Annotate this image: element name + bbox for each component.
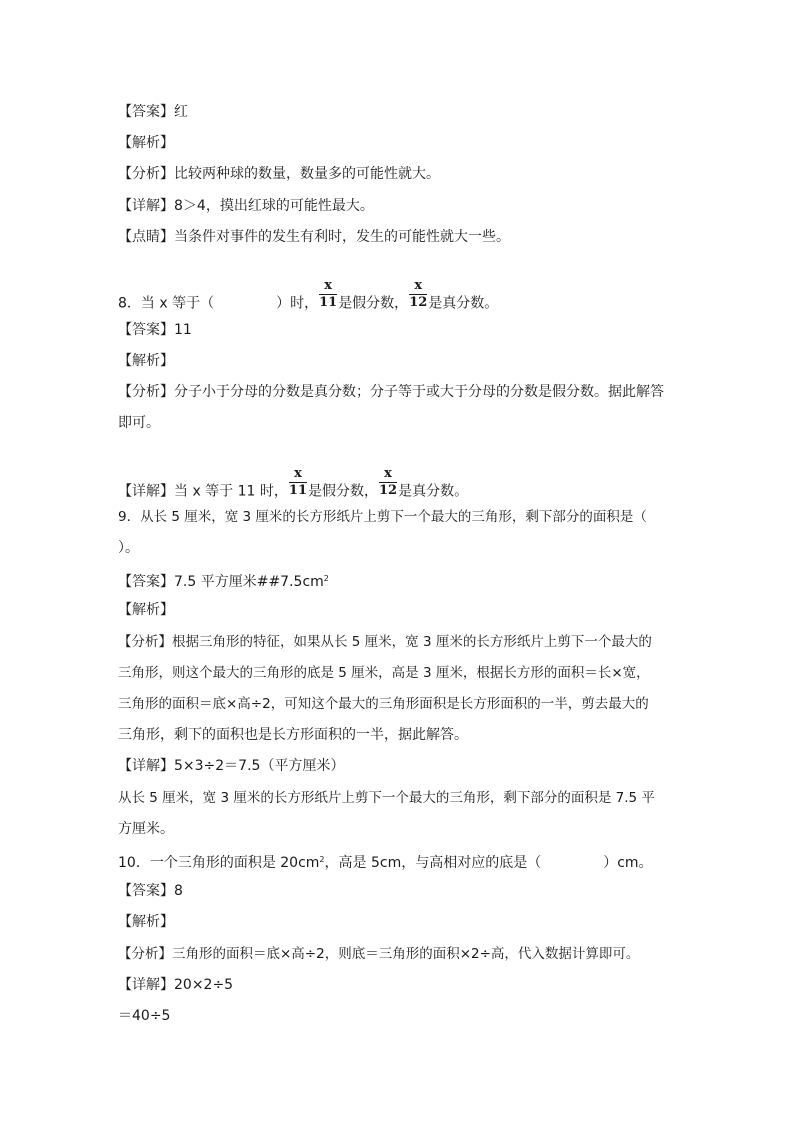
xiangjie-prefix: 当 x 等于 11 时，: [174, 483, 288, 500]
dianjing-text: 当条件对事件的发生有利时，发生的可能性就大一些。: [174, 229, 510, 245]
answer-text: 红: [174, 104, 188, 120]
question-prefix: 8．当 x 等于（: [118, 295, 215, 312]
xiangjie-text: 5×3÷2＝7.5（平方厘米）: [174, 758, 345, 774]
fraction-denominator: 11: [319, 295, 338, 310]
q8-fenxi-cont: [118, 413, 678, 433]
fenxi-tag: 【分析】: [118, 166, 174, 182]
fenxi-text: 根据三角形的特征，如果从长 5 厘米，宽 3 厘米的长方形纸片上剪下一个最大的: [172, 634, 652, 650]
xiangjie-text: 8＞4，摸出红球的可能性最大。: [174, 198, 374, 214]
q10-analysis-heading: [118, 912, 678, 932]
q10-xiangjie: [118, 975, 678, 995]
answer-text: 8: [174, 883, 183, 899]
fraction-denominator: 11: [288, 483, 307, 498]
fraction-numerator: x: [319, 278, 337, 295]
answer-text: 7.5 平方厘米##7.5cm: [174, 574, 324, 590]
xiangjie-tag: 【详解】: [118, 198, 174, 214]
fenxi-text-cont: 三角形，剩下的面积也是长方形面积的一半，据此解答。: [118, 727, 468, 743]
q9-answer: [118, 569, 678, 592]
q9-conclusion: [118, 788, 678, 808]
superscript: 2: [319, 855, 325, 864]
answer-tag: 【答案】: [118, 574, 174, 590]
conclusion-text-cont: 方厘米。: [118, 821, 174, 837]
xiangjie-tag: 【详解】: [118, 758, 174, 774]
fraction-x-over-11: [319, 278, 337, 311]
q9-question-cont: [118, 538, 678, 558]
answer-tag: 【答案】: [118, 104, 174, 120]
fraction-numerator: x: [379, 466, 397, 483]
xiangjie-tag: 【详解】: [118, 977, 174, 993]
q10-answer: [118, 881, 678, 901]
answer-tag: 【答案】: [118, 322, 174, 338]
analysis-tag: 【解析】: [118, 135, 174, 151]
question-mid: ）时，: [276, 295, 319, 312]
dianjing-tag: 【点睛】: [118, 229, 174, 245]
fenxi-text: 比较两种球的数量，数量多的可能性就大。: [174, 166, 440, 182]
q9-xiangjie: [118, 756, 678, 776]
q9-fenxi: [118, 632, 678, 652]
fenxi-text-cont: 三角形的面积＝底×高÷2，可知这个最大的三角形面积是长方形面积的一半，剪去最大的: [118, 696, 649, 712]
fenxi-tag: 【分析】: [118, 946, 172, 962]
q8-analysis-heading: [118, 351, 678, 371]
question-mid2: 是假分数，: [338, 295, 409, 312]
xiangjie-mid: 是假分数，: [308, 483, 378, 500]
q7-dianjing: [118, 227, 678, 247]
fraction-numerator: x: [409, 278, 427, 295]
fenxi-text-cont: 三角形，则这个最大的三角形的底是 5 厘米，高是 3 厘米，根据长方形的面积＝长×宽，: [118, 665, 650, 681]
q9-conclusion-cont: [118, 819, 678, 839]
analysis-tag: 【解析】: [118, 914, 174, 930]
question-post: 是真分数。: [428, 295, 499, 312]
q10-question: [118, 850, 678, 873]
q7-xiangjie: [118, 196, 678, 216]
question-prefix: 10．一个三角形的面积是 20cm: [118, 855, 320, 871]
fraction-denominator: 12: [409, 295, 428, 310]
q10-fenxi: [118, 944, 678, 964]
q7-analysis-heading: [118, 133, 678, 153]
answer-tag: 【答案】: [118, 883, 174, 899]
q8-xiangjie: [118, 466, 678, 508]
fenxi-text-cont: 即可。: [118, 415, 160, 431]
q8-answer: [118, 320, 678, 340]
question-text: 9．从长 5 厘米，宽 3 厘米的长方形纸片上剪下一个最大的三角形，剩下部分的面积是（: [118, 509, 647, 525]
xiangjie-tag: 【详解】: [118, 483, 174, 500]
fenxi-tag: 【分析】: [118, 384, 174, 400]
q7-fenxi: [118, 164, 678, 184]
fenxi-tag: 【分析】: [118, 634, 172, 650]
q7-answer: [118, 102, 678, 122]
question-text-cont: ）。: [118, 540, 139, 556]
q9-fenxi-cont2: [118, 694, 678, 714]
fenxi-text: 三角形的面积＝底×高÷2，则底＝三角形的面积×2÷高，代入数据计算即可。: [172, 946, 640, 962]
fraction-numerator: x: [289, 466, 307, 483]
analysis-tag: 【解析】: [118, 353, 174, 369]
question-post: ）cm。: [603, 855, 653, 871]
xiangjie-text: 20×2÷5: [174, 977, 234, 993]
q9-question: [118, 507, 678, 527]
q9-fenxi-cont1: [118, 663, 678, 683]
calc-step: ＝40÷5: [118, 1008, 171, 1024]
fenxi-text: 分子小于分母的分数是真分数；分子等于或大于分母的分数是假分数。据此解答: [174, 384, 664, 400]
superscript: 2: [323, 574, 329, 583]
question-mid: ，高是 5cm，与高相对应的底是（: [324, 855, 542, 871]
q8-fenxi: [118, 382, 678, 402]
q8-question: [118, 278, 678, 320]
analysis-tag: 【解析】: [118, 602, 174, 618]
fraction-x-over-12: [379, 466, 397, 499]
fraction-x-over-12: [409, 278, 427, 311]
answer-text: 11: [174, 322, 192, 338]
xiangjie-post: 是真分数。: [398, 483, 469, 500]
q10-step2: [118, 1006, 678, 1026]
fraction-denominator: 12: [379, 483, 398, 498]
fraction-x-over-11: [289, 466, 307, 499]
q9-analysis-heading: [118, 600, 678, 620]
conclusion-text: 从长 5 厘米，宽 3 厘米的长方形纸片上剪下一个最大的三角形，剩下部分的面积是 7.5 平: [118, 790, 655, 806]
q9-fenxi-cont3: [118, 725, 678, 745]
